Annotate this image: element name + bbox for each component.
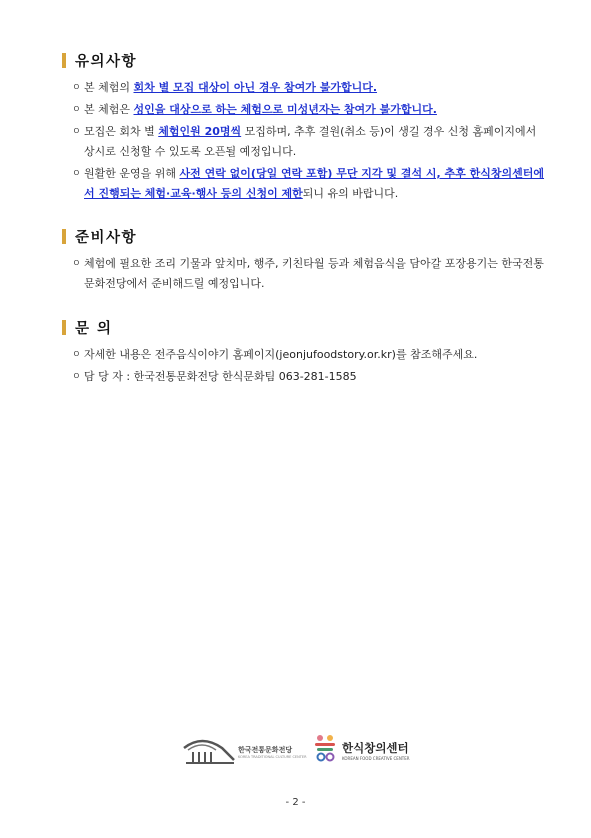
item-text: 본 체험은 xyxy=(84,103,134,116)
section-header xyxy=(62,317,544,337)
section xyxy=(62,50,544,204)
section xyxy=(62,226,544,294)
section-title: 문 의 xyxy=(75,320,113,337)
section-header xyxy=(62,50,544,70)
jeondang-logo xyxy=(182,734,307,768)
hansik-center-subname: KOREAN FOOD CREATIVE CENTER xyxy=(342,756,410,761)
list-item xyxy=(62,78,544,98)
section-header xyxy=(62,226,544,246)
highlighted-text: 사전 연락 없이(당일 연락 포함) 무단 지각 및 결석 시, 추후 한식창의센터에서 진행되는 체험·교육·행사 등의 신청이 제한 xyxy=(84,167,545,200)
item-text: 본 체험의 xyxy=(84,81,134,94)
list-item xyxy=(62,367,544,387)
section-title: 준비사항 xyxy=(75,229,138,246)
bullet-icon: ㅇ xyxy=(72,372,81,382)
item-text: 체험에 필요한 조리 기물과 앞치마, 행주, 키친타월 등과 체험음식을 담아갈 포장용기는 한국전통문화전당에서 준비해드릴 예정입니다. xyxy=(84,257,544,290)
jeondang-emblem-icon xyxy=(182,734,236,768)
highlighted-text: 회차 별 모집 대상이 아닌 경우 참여가 불가합니다. xyxy=(133,81,378,94)
bullet-icon: ㅇ xyxy=(72,169,81,179)
item-text: 담 당 자 : 한국전통문화전당 한식문화팀 063-281-1585 xyxy=(84,370,357,383)
list-item xyxy=(62,122,544,162)
item-text: 모집은 회차 별 xyxy=(84,125,159,138)
section-marker-icon xyxy=(62,53,66,68)
item-text: 원활한 운영을 위해 xyxy=(84,167,180,180)
highlighted-text: 성인을 대상으로 하는 체험으로 미성년자는 참여가 불가합니다. xyxy=(133,103,437,116)
hansik-center-name: 한식창의센터 xyxy=(342,741,409,755)
list-item xyxy=(62,164,544,204)
section-marker-icon xyxy=(62,320,66,335)
bullet-icon: ㅇ xyxy=(72,127,81,137)
item-text: 자세한 내용은 전주음식이야기 홈페이지(jeonjufoodstory.or.kr)를 참조해주세요. xyxy=(84,348,478,361)
jeondang-name: 한국전통문화전당 xyxy=(238,746,293,754)
bullet-icon: ㅇ xyxy=(72,105,81,115)
hansik-emblem-icon xyxy=(312,732,340,768)
hansik-center-logo xyxy=(312,732,432,772)
item-text: 모집하며, 추후 결원(취소 등)이 생길 경우 신청 홈페이지에서 상시로 신청할 수 있도록 오픈될 예정입니다. xyxy=(84,125,537,158)
bullet-icon: ㅇ xyxy=(72,350,81,360)
bullet-icon: ㅇ xyxy=(72,83,81,93)
highlighted-text: 체험인원 20명씩 xyxy=(158,125,242,138)
list-item xyxy=(62,345,544,365)
page-number: - 2 - xyxy=(285,797,306,808)
item-text: 되니 유의 바랍니다. xyxy=(302,187,399,200)
section-title: 유의사항 xyxy=(75,53,138,70)
section-marker-icon xyxy=(62,229,66,244)
list-item xyxy=(62,254,544,294)
footer-logos xyxy=(182,732,422,772)
bullet-icon: ㅇ xyxy=(72,259,81,269)
section xyxy=(62,317,544,387)
jeondang-subname: KOREA TRADITIONAL CULTURE CENTER xyxy=(238,755,307,759)
list-item xyxy=(62,100,544,120)
